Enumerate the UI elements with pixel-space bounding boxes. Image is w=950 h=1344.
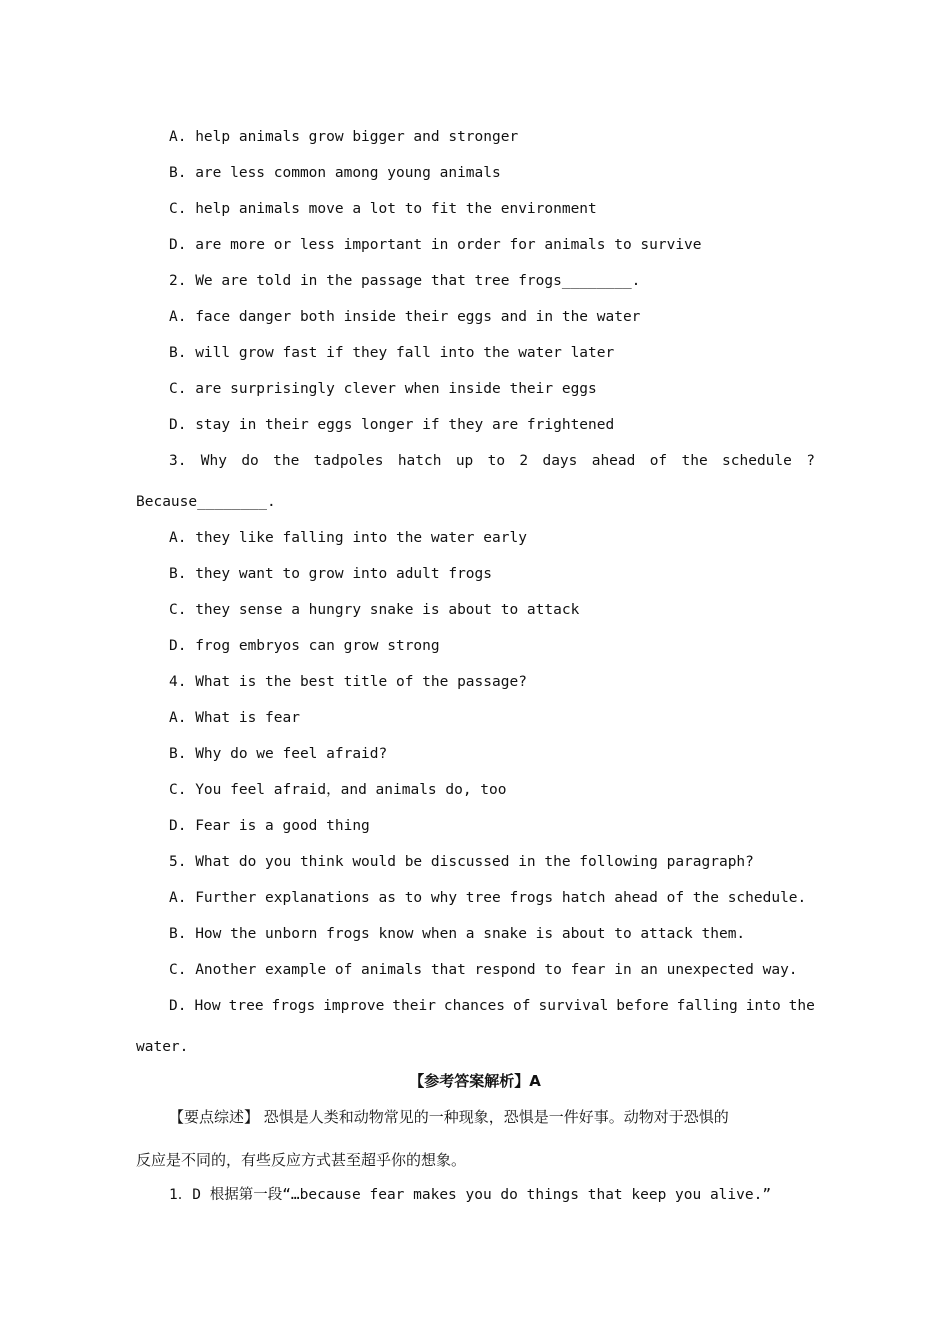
q3-stem xyxy=(169,451,815,471)
answer-item-1: 1．D 根据第一段“…because fear makes you do things that keep you alive.” xyxy=(169,1187,772,1203)
q4-option-a: A. What is fear xyxy=(169,710,300,726)
q3-stem-word: 2 xyxy=(519,453,529,469)
q3-stem-word: the xyxy=(273,453,300,469)
q3-stem-word: days xyxy=(542,453,578,469)
q1-option-b: B. are less common among young animals xyxy=(169,165,501,181)
q3-option-a: A. they like falling into the water early xyxy=(169,530,527,546)
q5-option-d-word: their xyxy=(392,998,436,1014)
q5-option-d-word: improve xyxy=(323,998,385,1014)
q3-stem-word: do xyxy=(241,453,259,469)
q5-option-d-word: How xyxy=(194,998,221,1014)
q5-option-d-word: falling xyxy=(676,998,738,1014)
q5-option-c: C. Another example of animals that respond to fear in an unexpected way. xyxy=(169,962,798,978)
q5-option-d-word: of xyxy=(513,998,531,1014)
q1-option-c: C. help animals move a lot to fit the environment xyxy=(169,201,597,217)
q2-stem: 2. We are told in the passage that tree frogs________. xyxy=(169,273,641,289)
q5-option-d-word: the xyxy=(788,998,815,1014)
q3-stem-word: to xyxy=(487,453,506,469)
q1-option-d: D. are more or less important in order for animals to survive xyxy=(169,237,702,253)
summary-line-1: 【要点综述】 恐惧是人类和动物常见的一种现象，恐惧是一件好事。动物对于恐惧的 xyxy=(169,1108,729,1126)
q3-stem-word: ahead xyxy=(591,453,636,469)
q2-option-c: C. are surprisingly clever when inside their eggs xyxy=(169,381,597,397)
q2-option-a: A. face danger both inside their eggs and in the water xyxy=(169,309,641,325)
q2-option-b: B. will grow fast if they fall into the water later xyxy=(169,345,615,361)
q5-stem: 5. What do you think would be discussed in the following paragraph? xyxy=(169,854,754,870)
q5-option-d-word: tree xyxy=(228,998,264,1014)
q3-stem-word: 3. xyxy=(169,453,187,469)
q3-stem-word: schedule xyxy=(722,453,792,469)
q5-option-d-word: before xyxy=(616,998,669,1014)
q5-option-d-word: into xyxy=(745,998,781,1014)
q3-stem-word: of xyxy=(649,453,668,469)
q3-stem-word: tadpoles xyxy=(313,453,384,469)
q1-option-a: A. help animals grow bigger and stronger xyxy=(169,129,519,145)
q3-stem-word: the xyxy=(681,453,708,469)
q5-option-d xyxy=(169,996,815,1016)
q3-stem-word: up xyxy=(455,453,474,469)
q5-option-d-word: frogs xyxy=(271,998,316,1014)
q3-option-b: B. they want to grow into adult frogs xyxy=(169,566,493,582)
q3-stem-continuation: Because________. xyxy=(136,494,276,510)
q3-stem-word: Why xyxy=(200,453,227,469)
q2-option-d: D. stay in their eggs longer if they are frightened xyxy=(169,417,615,433)
q3-stem-word: ? xyxy=(806,453,815,469)
q3-option-c: C. they sense a hungry snake is about to attack xyxy=(169,602,580,618)
q5-option-d-word: D. xyxy=(169,998,187,1014)
q3-stem-word: hatch xyxy=(397,453,442,469)
answer-heading: 【参考答案解析】A xyxy=(409,1072,541,1090)
q3-option-d: D. frog embryos can grow strong xyxy=(169,638,440,654)
q5-option-a: A. Further explanations as to why tree frogs hatch ahead of the schedule. xyxy=(169,890,807,906)
q4-stem: 4. What is the best title of the passage? xyxy=(169,674,527,690)
q5-option-b: B. How the unborn frogs know when a snake is about to attack them. xyxy=(169,926,746,942)
q5-option-d-continuation: water. xyxy=(136,1039,189,1055)
summary-line-2: 反应是不同的，有些反应方式甚至超乎你的想象。 xyxy=(136,1151,467,1169)
q4-option-d: D. Fear is a good thing xyxy=(169,818,370,834)
q5-option-d-word: survival xyxy=(538,998,609,1014)
q5-option-d-word: chances xyxy=(443,998,506,1014)
q4-option-c: C. You feel afraid，and animals do, too xyxy=(169,782,507,798)
q4-option-b: B. Why do we feel afraid? xyxy=(169,746,388,762)
